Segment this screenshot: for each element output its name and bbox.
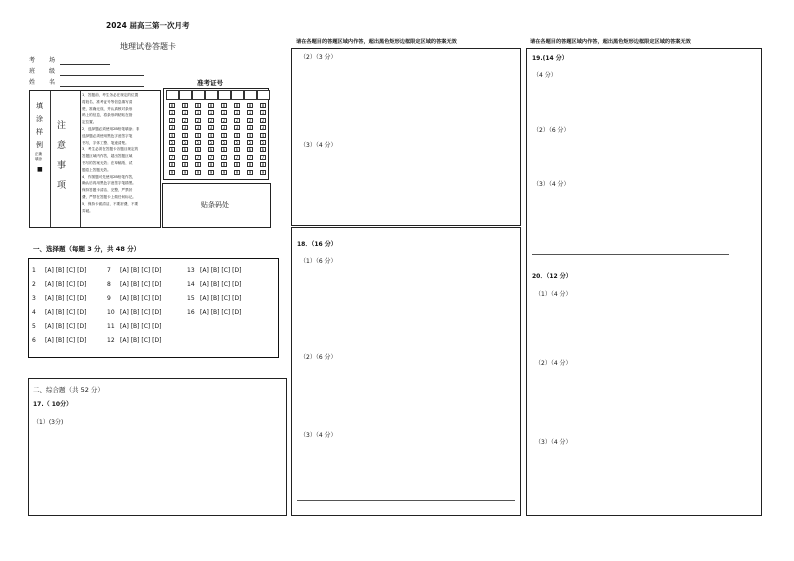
question-number: 2	[32, 281, 36, 288]
exam-id-digit-bubble[interactable]: 6	[235, 147, 239, 153]
exam-id-digit-bubble[interactable]: 2	[235, 117, 239, 123]
exam-id-digit-bubble[interactable]: 1	[235, 110, 239, 116]
q18-3-label: （3）（4 分）	[300, 432, 337, 439]
exam-id-digit-bubble[interactable]: 8	[183, 162, 187, 168]
note-line: 1．答题前，考生务必在规定的位置	[82, 93, 139, 97]
note-line: 定位置。	[82, 120, 97, 125]
exam-id-digit-bubble[interactable]: 0	[170, 103, 174, 108]
question-number: 14	[187, 281, 195, 288]
exam-id-digit-bubble[interactable]: 2	[261, 117, 265, 123]
exam-id-digit-bubble[interactable]: 9	[209, 169, 213, 175]
question-number: 4	[32, 309, 36, 316]
exam-id-digit-bubble[interactable]: 3	[196, 125, 200, 131]
exam-id-digit-bubble[interactable]: 9	[261, 169, 265, 175]
exam-id-digit-bubble[interactable]: 9	[235, 169, 239, 175]
exam-id-digit-bubble[interactable]: 0	[209, 103, 213, 108]
note-line: 书写，字体工整、笔迹清楚。	[82, 140, 129, 145]
exam-id-digit-bubble[interactable]: 4	[248, 132, 252, 138]
q18-label: 18．（16 分）	[297, 241, 337, 248]
exam-id-digit-bubble[interactable]: 6	[196, 147, 200, 153]
barcode-area	[162, 183, 271, 228]
note-line: 确认后再用黑色字迹签字笔描黑。	[82, 181, 136, 186]
exam-id-grid	[163, 88, 269, 180]
q18-2-label: （2）（6 分）	[300, 354, 337, 361]
note-line: 2．选择题必须使用2B铅笔填涂；非	[82, 126, 140, 131]
exam-id-write-cell[interactable]	[244, 90, 257, 100]
exam-id-digit-bubble[interactable]: 5	[235, 140, 239, 145]
comprehensive-box	[28, 378, 287, 516]
correct-fill-label: 正确 填涂	[35, 152, 42, 161]
exam-id-write-cell[interactable]	[257, 90, 270, 100]
question-number: 10	[107, 309, 115, 316]
exam-id-digit-bubble[interactable]: 9	[183, 169, 187, 175]
exam-id-digit-bubble[interactable]: 0	[235, 103, 239, 108]
exam-id-digit-bubble[interactable]: 3	[209, 125, 213, 131]
answer-options[interactable]: [A] [B] [C] [D]	[200, 309, 242, 316]
note-line: 保持答题卡清洁、完整，严禁折	[82, 188, 133, 193]
q19-label: 19.(14 分）	[532, 55, 568, 62]
question-number: 6	[32, 337, 36, 344]
choice-box	[28, 258, 279, 358]
label-class-2: 级	[49, 68, 56, 75]
exam-title: 2024 届高三第一次月考	[106, 21, 190, 30]
exam-id-digit-bubble[interactable]: 3	[248, 125, 252, 131]
exam-id-digit-bubble[interactable]: 2	[248, 117, 252, 123]
note-line: 将姓名、准考证号等信息填写清	[82, 99, 133, 104]
choice-row[interactable]	[32, 323, 86, 330]
exam-id-digit-bubble[interactable]: 2	[196, 117, 200, 123]
choice-row[interactable]	[32, 281, 86, 288]
exam-subtitle: 地理试卷答题卡	[120, 42, 176, 51]
choice-row[interactable]	[187, 281, 241, 288]
answer-options[interactable]: [A] [B] [C] [D]	[120, 281, 162, 288]
notes-char-1: 注	[57, 121, 67, 131]
answer-options[interactable]: [A] [B] [C] [D]	[45, 323, 87, 330]
label-exam-room-1: 考	[29, 57, 36, 64]
q19-3-label: （3）（4 分）	[533, 181, 570, 188]
q19-divider	[532, 254, 729, 255]
exam-id-digit-bubble[interactable]: 1	[222, 110, 226, 116]
choice-row[interactable]	[107, 295, 161, 302]
exam-id-digit-bubble[interactable]: 7	[196, 154, 200, 160]
fill-char-1: 填	[36, 102, 43, 110]
note-line: 楚，准确无误，并认真核对条形	[82, 106, 133, 111]
exam-id-write-cell[interactable]	[179, 90, 192, 100]
exam-room-field[interactable]	[60, 64, 110, 65]
notes-char-3: 事	[57, 161, 67, 171]
choice-row[interactable]	[107, 267, 161, 274]
exam-id-digit-bubble[interactable]: 1	[196, 110, 200, 116]
exam-id-digit-bubble[interactable]: 8	[222, 162, 226, 168]
q20-1-label: （1）（4 分）	[535, 291, 572, 298]
exam-id-digit-bubble[interactable]: 5	[196, 140, 200, 145]
col2-warning: 请在各题目的答题区域内作答，超出黑色矩形边框限定区域的答案无效	[296, 39, 457, 45]
exam-id-digit-bubble[interactable]: 4	[222, 132, 226, 138]
q17-3-label: （3）（4 分）	[300, 142, 337, 149]
q17-2-label: （2）（3 分）	[300, 54, 337, 61]
question-number: 7	[107, 267, 111, 274]
exam-id-digit-bubble[interactable]: 3	[261, 125, 265, 131]
exam-id-digit-bubble[interactable]: 4	[183, 132, 187, 138]
choice-row[interactable]	[107, 309, 161, 316]
exam-id-write-cell[interactable]	[205, 90, 218, 100]
choice-row[interactable]	[187, 309, 241, 316]
choice-row[interactable]	[107, 281, 161, 288]
answer-options[interactable]: [A] [B] [C] [D]	[200, 281, 242, 288]
exam-id-label: 准考证号	[197, 79, 223, 87]
exam-id-digit-bubble[interactable]: 1	[170, 110, 174, 116]
exam-id-digit-bubble[interactable]: 0	[222, 103, 226, 108]
section2-title: 二、综合题（共 52 分）	[33, 386, 104, 394]
exam-id-digit-bubble[interactable]: 0	[248, 103, 252, 108]
question-number: 16	[187, 309, 195, 316]
answer-options[interactable]: [A] [B] [C] [D]	[120, 295, 162, 302]
exam-id-digit-bubble[interactable]: 6	[170, 147, 174, 153]
answer-options[interactable]: [A] [B] [C] [D]	[120, 309, 162, 316]
exam-id-digit-bubble[interactable]: 7	[183, 154, 187, 160]
exam-id-write-cell[interactable]	[166, 90, 179, 100]
exam-id-digit-bubble[interactable]: 3	[235, 125, 239, 131]
exam-id-digit-bubble[interactable]: 7	[248, 154, 252, 160]
answer-options[interactable]: [A] [B] [C] [D]	[200, 295, 242, 302]
exam-id-digit-bubble[interactable]: 2	[209, 117, 213, 123]
exam-id-digit-bubble[interactable]: 5	[209, 140, 213, 145]
question-number: 15	[187, 295, 195, 302]
choice-row[interactable]	[32, 267, 86, 274]
answer-options[interactable]: [A] [B] [C] [D]	[200, 267, 242, 274]
exam-id-write-cell[interactable]	[218, 90, 231, 100]
answer-options[interactable]: [A] [B] [C] [D]	[45, 267, 87, 274]
answer-box-19-20	[526, 48, 762, 516]
q17-1-label: （1）(3分)	[33, 419, 64, 426]
choice-row[interactable]	[32, 337, 86, 344]
exam-id-digit-bubble[interactable]: 4	[235, 132, 239, 138]
note-line: 5．保持卡面清洁，不要折叠，不要	[82, 201, 139, 206]
note-line: 3．考生必须在答题卡各题目规定的	[82, 147, 139, 152]
answer-options[interactable]: [A] [B] [C] [D]	[45, 337, 87, 344]
exam-id-digit-bubble[interactable]: 7	[261, 154, 265, 160]
note-line: 选择题必须使用黑色字迹签字笔	[82, 133, 133, 138]
exam-id-digit-bubble[interactable]: 2	[222, 117, 226, 123]
exam-id-digit-bubble[interactable]: 8	[235, 162, 239, 168]
name-field[interactable]	[60, 86, 144, 87]
question-number: 11	[107, 323, 115, 330]
question-number: 5	[32, 323, 36, 330]
choice-row[interactable]	[32, 309, 86, 316]
exam-id-digit-bubble[interactable]: 9	[196, 169, 200, 175]
question-number: 3	[32, 295, 36, 302]
label-class-1: 班	[29, 68, 36, 75]
exam-id-write-cell[interactable]	[231, 90, 244, 100]
q18-1-label: （1）（6 分）	[300, 258, 337, 265]
q19-2-label: （2）（6 分）	[533, 127, 570, 134]
answer-box-17	[291, 48, 521, 226]
q18-bottom-line	[297, 500, 515, 501]
exam-id-digit-bubble[interactable]: 0	[183, 103, 187, 108]
answer-options[interactable]: [A] [B] [C] [D]	[45, 309, 87, 316]
exam-id-digit-bubble[interactable]: 6	[261, 147, 265, 153]
note-line: 书写的答案无效；在草稿纸、试	[82, 160, 133, 165]
exam-id-digit-bubble[interactable]: 6	[209, 147, 213, 153]
question-number: 1	[32, 267, 36, 274]
answer-options[interactable]: [A] [B] [C] [D]	[120, 267, 162, 274]
label-name-2: 名	[49, 79, 56, 86]
notes-list	[82, 92, 160, 214]
fill-char-4: 例	[36, 141, 43, 149]
exam-id-digit-bubble[interactable]: 2	[183, 117, 187, 123]
choice-row[interactable]	[107, 337, 161, 344]
exam-id-digit-bubble[interactable]: 1	[248, 110, 252, 116]
fill-char-2: 涂	[36, 115, 43, 123]
q20-label: 20．（12 分）	[532, 273, 572, 280]
barcode-label: 贴条码处	[201, 201, 229, 209]
exam-id-digit-bubble[interactable]: 3	[183, 125, 187, 131]
exam-id-digit-bubble[interactable]: 0	[196, 103, 200, 108]
note-line: 叠，严禁在答题卡上做任何标记。	[82, 194, 136, 199]
answer-options[interactable]: [A] [B] [C] [D]	[45, 281, 87, 288]
exam-id-digit-bubble[interactable]: 4	[170, 132, 174, 138]
exam-id-digit-bubble[interactable]: 7	[222, 154, 226, 160]
exam-id-digit-bubble[interactable]: 5	[183, 140, 187, 145]
class-field[interactable]	[60, 75, 144, 76]
exam-id-digit-bubble[interactable]: 7	[170, 154, 174, 160]
answer-options[interactable]: [A] [B] [C] [D]	[120, 323, 162, 330]
q17-label: 17.（ 10分）	[33, 401, 73, 408]
exam-id-digit-bubble[interactable]: 4	[261, 132, 265, 138]
exam-id-digit-bubble[interactable]: 5	[222, 140, 226, 145]
exam-id-digit-bubble[interactable]: 4	[196, 132, 200, 138]
exam-id-write-cell[interactable]	[192, 90, 205, 100]
notes-char-2: 意	[57, 141, 67, 151]
exam-id-digit-bubble[interactable]: 7	[209, 154, 213, 160]
note-line: 码上的信息，将条形码粘贴在指	[82, 113, 133, 118]
col3-warning: 请在各题目的答题区域内作答，超出黑色矩形边框限定区域的答案无效	[530, 39, 691, 45]
exam-id-digit-bubble[interactable]: 5	[248, 140, 252, 145]
exam-id-digit-bubble[interactable]: 8	[261, 162, 265, 168]
q20-3-label: （3）（4 分）	[535, 439, 572, 446]
question-number: 13	[187, 267, 195, 274]
exam-id-digit-bubble[interactable]: 2	[170, 117, 174, 123]
exam-id-digit-bubble[interactable]: 8	[248, 162, 252, 168]
label-exam-room-2: 场	[49, 57, 56, 64]
exam-id-digit-bubble[interactable]: 7	[235, 154, 239, 160]
exam-id-digit-bubble[interactable]: 1	[183, 110, 187, 116]
exam-id-digit-bubble[interactable]: 5	[261, 140, 265, 145]
answer-options[interactable]: [A] [B] [C] [D]	[45, 295, 87, 302]
notes-char-4: 项	[57, 181, 67, 191]
choice-row[interactable]	[187, 295, 241, 302]
question-number: 8	[107, 281, 111, 288]
choice-row[interactable]	[187, 267, 241, 274]
exam-id-digit-bubble[interactable]: 1	[261, 110, 265, 116]
note-line: 4．作图题可先使用2B铅笔作答，	[82, 174, 136, 179]
exam-id-digit-bubble[interactable]: 9	[170, 169, 174, 175]
label-name-1: 姓	[29, 79, 36, 86]
note-line: 题卷上答题无效。	[82, 167, 111, 172]
exam-id-digit-bubble[interactable]: 4	[209, 132, 213, 138]
answer-box-18	[291, 227, 521, 516]
section1-title: 一、选择题（每题 3 分，共 48 分）	[33, 245, 141, 253]
exam-id-digit-bubble[interactable]: 8	[196, 162, 200, 168]
choice-row[interactable]	[32, 295, 86, 302]
exam-id-digit-bubble[interactable]: 5	[170, 140, 174, 145]
question-number: 12	[107, 337, 115, 344]
q20-2-label: （2）（4 分）	[535, 360, 572, 367]
exam-id-digit-bubble[interactable]: 6	[248, 147, 252, 153]
exam-id-digit-bubble[interactable]: 0	[261, 103, 265, 108]
exam-id-digit-bubble[interactable]: 3	[222, 125, 226, 131]
exam-id-digit-bubble[interactable]: 6	[222, 147, 226, 153]
fill-char-3: 样	[36, 128, 43, 136]
exam-id-digit-bubble[interactable]: 9	[248, 169, 252, 175]
answer-options[interactable]: [A] [B] [C] [D]	[120, 337, 162, 344]
note-line: 弄破。	[82, 208, 93, 213]
question-number: 9	[107, 295, 111, 302]
exam-id-digit-bubble[interactable]: 9	[222, 169, 226, 175]
exam-id-digit-bubble[interactable]: 1	[209, 110, 213, 116]
note-line: 答题区域内作答，超出答题区域	[82, 154, 133, 159]
exam-id-digit-bubble[interactable]: 3	[170, 125, 174, 131]
filled-mark-icon: ■	[37, 166, 43, 173]
choice-row[interactable]	[107, 323, 161, 330]
exam-id-digit-bubble[interactable]: 8	[209, 162, 213, 168]
q19-1-label: （4 分）	[533, 72, 557, 79]
exam-id-digit-bubble[interactable]: 6	[183, 147, 187, 153]
exam-id-digit-bubble[interactable]: 8	[170, 162, 174, 168]
